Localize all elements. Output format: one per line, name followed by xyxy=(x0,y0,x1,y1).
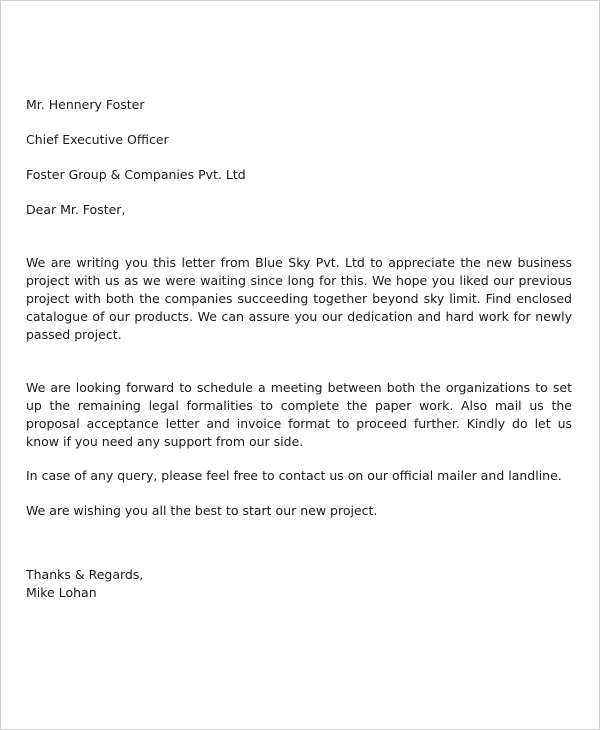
signature-name: Mike Lohan xyxy=(26,585,97,600)
recipient-title: Chief Executive Officer xyxy=(26,132,169,147)
closing: Thanks & Regards, xyxy=(26,567,144,582)
paragraph-1: We are writing you this letter from Blue Sky Pvt. Ltd to appreciate the new business project with us as we were waiting since long for this. We hope you liked our previous project with both the companies succeeding together beyond sky limit. Find enclosed catalogue of our products. We can assure you our dedication and hard work for newly passed project. xyxy=(26,255,572,342)
paragraph-2: We are looking forward to schedule a meeting between both the organizations to set up the remaining legal formalities to complete the paper work. Also mail us the proposal acceptance letter and invoice format to proceed further. Kindly do let us know if you need any support from our side. xyxy=(26,380,572,449)
letter-body xyxy=(26,96,572,602)
paragraph-3: In case of any query, please feel free to contact us on our official mailer and landline. xyxy=(26,468,562,483)
recipient-name: Mr. Hennery Foster xyxy=(26,97,145,112)
recipient-company: Foster Group & Companies Pvt. Ltd xyxy=(26,167,246,182)
salutation: Dear Mr. Foster, xyxy=(26,202,126,217)
paragraph-4: We are wishing you all the best to start our new project. xyxy=(26,503,378,518)
